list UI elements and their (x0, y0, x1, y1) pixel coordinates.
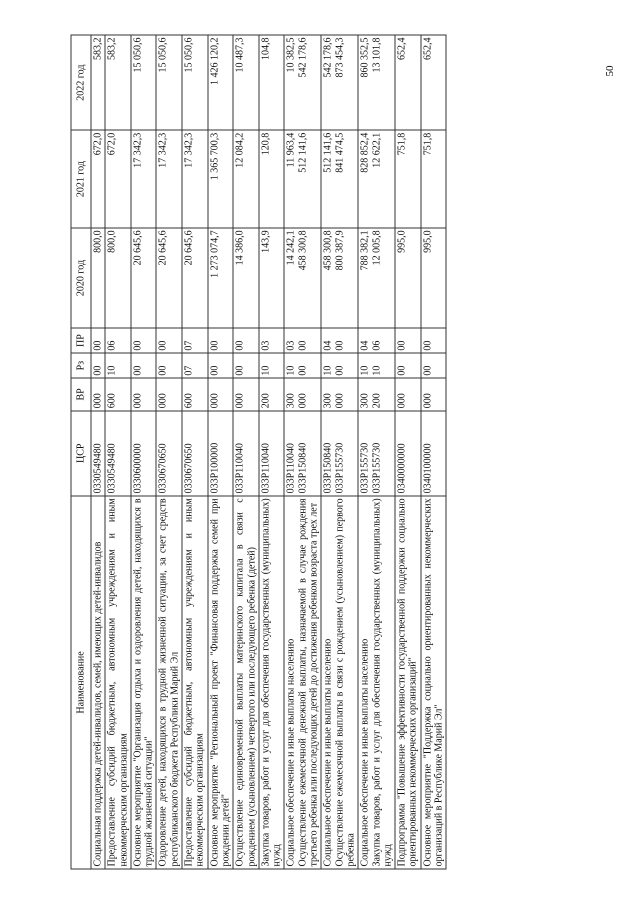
cell-name-line: Социальное обеспечение и иные выплаты населению (359, 638, 371, 867)
cell-rz-line: 10 (371, 365, 383, 376)
header-name: Наименование (71, 496, 91, 869)
table-row (284, 35, 321, 869)
cell-name: Предоставление субсидий бюджетным, автономным учреждениям и иным некоммерческим организациям (105, 496, 131, 869)
header-pr: ПР (71, 328, 91, 353)
table-row (131, 35, 157, 869)
table-row (91, 35, 105, 869)
cell-y2020 (358, 228, 395, 328)
cell-vr (358, 378, 395, 411)
cell-name (358, 496, 395, 869)
cell-y2022-line: 13 101,8 (371, 37, 383, 73)
table-body (91, 35, 446, 869)
cell-y2020-line: 458 300,8 (297, 230, 309, 271)
cell-rz: 00 (421, 353, 447, 378)
cell-y2020 (284, 228, 321, 328)
cell-y2021: 12 084,2 (233, 130, 259, 228)
cell-vr-line: 000 (334, 393, 346, 409)
cell-vr: 000 (421, 378, 447, 411)
cell-y2020: 14 386,0 (233, 228, 259, 328)
budget-table (71, 35, 447, 870)
header-vr: ВР (71, 378, 91, 411)
cell-pr-line: 00 (334, 340, 346, 351)
cell-csr: 033P100000 (208, 411, 234, 496)
cell-vr: 000 (156, 378, 182, 411)
cell-name-line: Осуществление ежемесячной денежной выплаты, назначаемой в случае рождения третьего ребенка или последующих детей до достижения ребенком возраста трех лет (297, 498, 320, 867)
table-row (421, 35, 447, 869)
cell-csr: 033P110040 (233, 411, 259, 496)
cell-y2021-line: 841 474,5 (334, 132, 346, 173)
cell-y2021-line: 11 963,4 (285, 132, 297, 168)
cell-y2022 (284, 35, 321, 130)
cell-y2020-line: 458 300,8 (322, 230, 334, 271)
cell-pr (284, 328, 321, 353)
cell-csr: 0330670650 (182, 411, 208, 496)
cell-csr (358, 411, 395, 496)
table-row (208, 35, 234, 869)
cell-y2020: 143,9 (259, 228, 285, 328)
cell-y2021 (358, 130, 395, 228)
table-header-row (71, 35, 91, 869)
header-2021: 2021 год (71, 130, 91, 228)
cell-name: Основное мероприятие "Региональный проект "Финансовая поддержка семей при рождении детей" (208, 496, 234, 869)
cell-rz-line: 10 (322, 365, 334, 376)
cell-vr: 600 (182, 378, 208, 411)
cell-rz: 00 (395, 353, 421, 378)
cell-vr-line: 300 (359, 393, 371, 409)
cell-pr: 07 (182, 328, 208, 353)
cell-name: Закупка товаров, работ и услуг для обеспечения государственных (муниципальных) нужд (259, 496, 285, 869)
header-rz: Рз (71, 353, 91, 378)
cell-pr: 00 (131, 328, 157, 353)
cell-y2021 (284, 130, 321, 228)
cell-name: Социальная поддержка детей-инвалидов, семей, имеющих детей-инвалидов (91, 496, 105, 869)
cell-vr: 000 (233, 378, 259, 411)
cell-pr: 03 (259, 328, 285, 353)
table-row (395, 35, 421, 869)
cell-pr (358, 328, 395, 353)
cell-y2022: 15 050,6 (131, 35, 157, 130)
cell-rz: 00 (233, 353, 259, 378)
cell-vr-line: 300 (285, 393, 297, 409)
cell-y2021: 17 342,3 (156, 130, 182, 228)
cell-y2021-line: 512 141,6 (322, 132, 334, 173)
cell-csr (284, 411, 321, 496)
cell-rz: 10 (105, 353, 131, 378)
cell-rz-line: 10 (359, 365, 371, 376)
cell-name: Оздоровление детей, находящихся в трудной жизненной ситуации, за счет средств республиканского бюджета Республики Марий Эл (156, 496, 182, 869)
page-number: 50 (604, 65, 616, 77)
table-row (358, 35, 395, 869)
table-row (182, 35, 208, 869)
table-row (233, 35, 259, 869)
cell-y2020-line: 12 005,8 (371, 230, 383, 266)
cell-vr: 000 (395, 378, 421, 411)
cell-y2022: 15 050,6 (156, 35, 182, 130)
cell-csr: 0330549480 (105, 411, 131, 496)
cell-rz: 00 (208, 353, 234, 378)
cell-csr-line: 033P155730 (359, 442, 371, 494)
cell-y2021-line: 12 622,1 (371, 132, 383, 168)
cell-name (284, 496, 321, 869)
cell-y2022: 15 050,6 (182, 35, 208, 130)
cell-y2020: 20 645,6 (131, 228, 157, 328)
cell-y2021 (321, 130, 358, 228)
cell-rz (284, 353, 321, 378)
cell-y2020: 20 645,6 (156, 228, 182, 328)
cell-csr: 0330549480 (91, 411, 105, 496)
header-2020: 2020 год (71, 228, 91, 328)
cell-csr-line: 033P155730 (334, 442, 346, 494)
cell-name: Подпрограмма "Повышение эффективности государственной поддержки социально ориентированных некоммерческих организаций" (395, 496, 421, 869)
cell-y2022-line: 860 352,5 (359, 37, 371, 78)
cell-y2022: 583,2 (105, 35, 131, 130)
cell-y2020: 995,0 (421, 228, 447, 328)
cell-vr: 000 (91, 378, 105, 411)
cell-rz-line: 00 (334, 365, 346, 376)
table-row (105, 35, 131, 869)
cell-csr (321, 411, 358, 496)
cell-rz-line: 10 (285, 365, 297, 376)
cell-name-line: Социальное обеспечение и иные выплаты населению (322, 638, 334, 867)
cell-y2020-line: 14 242,1 (285, 230, 297, 266)
cell-csr: 0340100000 (421, 411, 447, 496)
cell-vr-line: 000 (297, 393, 309, 409)
cell-y2020 (321, 228, 358, 328)
cell-pr: 00 (421, 328, 447, 353)
cell-vr (321, 378, 358, 411)
cell-y2021: 751,8 (395, 130, 421, 228)
cell-csr-line: 033P150840 (322, 442, 334, 494)
cell-name: Осуществление единовременной выплаты материнского капитала в связи с рождением (усыновлением) четвертого или последующего ребенка (детей) (233, 496, 259, 869)
cell-y2021: 17 342,3 (182, 130, 208, 228)
cell-name-line: Осуществление ежемесячной выплаты в связи с рождением (усыновлением) первого ребенка (334, 498, 357, 867)
cell-csr: 0330670650 (156, 411, 182, 496)
cell-y2022-line: 873 454,3 (334, 37, 346, 78)
cell-pr-line: 04 (359, 340, 371, 351)
cell-csr-line: 033P110040 (285, 443, 297, 494)
cell-y2021: 17 342,3 (131, 130, 157, 228)
cell-y2022 (358, 35, 395, 130)
cell-name-line: Закупка товаров, работ и услуг для обеспечения государственных (муниципальных) нужд (371, 498, 394, 867)
cell-pr-line: 06 (371, 340, 383, 351)
cell-vr-line: 200 (371, 393, 383, 409)
cell-y2022: 1 426 120,2 (208, 35, 234, 130)
cell-y2021-line: 828 852,4 (359, 132, 371, 173)
cell-vr: 000 (208, 378, 234, 411)
cell-name-line: Социальное обеспечение и иные выплаты населению (285, 638, 297, 867)
cell-pr: 00 (91, 328, 105, 353)
cell-rz (358, 353, 395, 378)
cell-y2020-line: 800 387,9 (334, 230, 346, 271)
cell-vr-line: 300 (322, 393, 334, 409)
cell-name: Основное мероприятие "Поддержка социально ориентированных некоммерческих организаций в Республике Марий Эл" (421, 496, 447, 869)
cell-pr: 00 (156, 328, 182, 353)
cell-y2022-line: 10 382,5 (285, 37, 297, 73)
cell-rz: 00 (156, 353, 182, 378)
cell-pr: 00 (233, 328, 259, 353)
cell-y2021: 672,0 (91, 130, 105, 228)
header-2022: 2022 год (71, 35, 91, 130)
cell-y2022: 652,4 (421, 35, 447, 130)
cell-y2022: 104,8 (259, 35, 285, 130)
cell-pr (321, 328, 358, 353)
cell-csr-line: 033P155730 (371, 442, 383, 494)
cell-vr: 200 (259, 378, 285, 411)
cell-y2020: 20 645,6 (182, 228, 208, 328)
cell-y2021: 672,0 (105, 130, 131, 228)
cell-rz: 07 (182, 353, 208, 378)
cell-rz: 10 (259, 353, 285, 378)
cell-rz: 00 (91, 353, 105, 378)
cell-y2021: 120,8 (259, 130, 285, 228)
cell-pr-line: 00 (297, 340, 309, 351)
cell-vr: 600 (105, 378, 131, 411)
cell-name: Основное мероприятие "Организация отдыха и оздоровления детей, находящихся в трудной жизненной ситуации" (131, 496, 157, 869)
cell-rz-line: 00 (297, 365, 309, 376)
cell-csr: 033P110040 (259, 411, 285, 496)
cell-vr: 000 (131, 378, 157, 411)
cell-y2020-line: 788 382,1 (359, 230, 371, 271)
cell-y2022-line: 542 178,6 (322, 37, 334, 78)
cell-y2022: 652,4 (395, 35, 421, 130)
cell-pr: 06 (105, 328, 131, 353)
cell-y2022: 583,2 (91, 35, 105, 130)
cell-y2020: 800,0 (91, 228, 105, 328)
table-row (321, 35, 358, 869)
cell-rz (321, 353, 358, 378)
cell-y2022 (321, 35, 358, 130)
header-csr: ЦСР (71, 411, 91, 496)
cell-pr: 00 (208, 328, 234, 353)
cell-y2020: 800,0 (105, 228, 131, 328)
cell-y2022: 10 487,3 (233, 35, 259, 130)
cell-y2020: 995,0 (395, 228, 421, 328)
cell-y2020: 1 273 074,7 (208, 228, 234, 328)
cell-pr-line: 04 (322, 340, 334, 351)
cell-y2021: 751,8 (421, 130, 447, 228)
cell-vr (284, 378, 321, 411)
cell-y2021: 1 365 700,3 (208, 130, 234, 228)
cell-csr: 0340000000 (395, 411, 421, 496)
cell-rz: 00 (131, 353, 157, 378)
rotated-page-content (71, 35, 561, 870)
cell-name (321, 496, 358, 869)
cell-name: Предоставление субсидий бюджетным, автономным учреждениям и иным некоммерческим организациям (182, 496, 208, 869)
cell-csr-line: 033P150840 (297, 442, 309, 494)
cell-pr: 00 (395, 328, 421, 353)
cell-y2021-line: 512 141,6 (297, 132, 309, 173)
cell-y2022-line: 542 178,6 (297, 37, 309, 78)
cell-pr-line: 03 (285, 340, 297, 351)
cell-csr: 0330600000 (131, 411, 157, 496)
table-row (156, 35, 182, 869)
table-row (259, 35, 285, 869)
